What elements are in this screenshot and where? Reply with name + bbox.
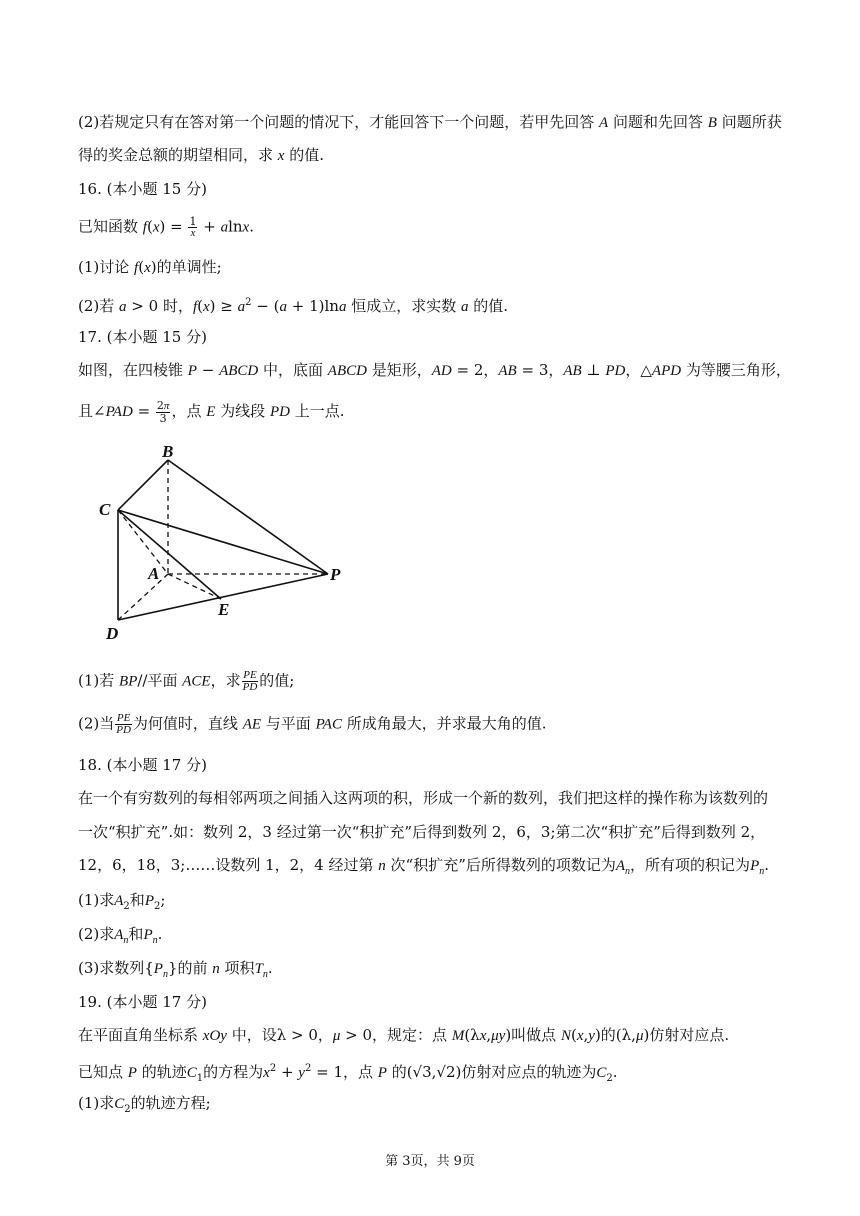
q18-header: 18. (本小题 17 分) [78,756,207,774]
label-P: P [330,565,341,584]
q17-stem-line2: 且∠PAD = $\frac{2\pi}{3}$ ，点 E 为线段 PD 上一点. [78,399,345,425]
page-footer: 第 3页，共 9页 [385,1154,475,1169]
q18-stem-line1: 在一个有穷数列的每相邻两项之间插入这两项的积，形成一个新的数列，我们把这样的操作称为该数列的 [78,789,769,807]
q16-part2: (2)若 a > 0 时，$f(x) \ge a^2 - (a + 1)\ln a$ 恒成立，求实数 a 的值. [78,297,509,315]
fraction: $\frac{PE}{PD}$ [116,712,131,736]
q19-header: 19. (本小题 17 分) [78,993,207,1011]
q15-part2-text-a: (2)若规定只有在答对第一个问题的情况下，才能回答下一个问题，若甲先回答 [78,113,600,131]
label-C: C [99,500,111,519]
q17-header: 17. (本小题 15 分) [78,328,207,346]
q18-part2: (2)求$A_n$和$P_n$. [78,925,163,946]
q16-header: 16. (本小题 15 分) [78,180,207,198]
q18-stem-line3: 12，6，18，3;……设数列 1，2，4 经过第 n 次“积扩充”后所得数列的项数记为$A_n$，所有项的积记为$P_n$. [78,856,770,877]
q15-part2-line1: (2)若规定只有在答对第一个问题的情况下，才能回答下一个问题，若甲先回答 A 问题和先回答 B 问题所获 [78,113,782,131]
q19-stem-line2: 已知点 P 的轨迹$C_1$的方程为$x^2 + y^2 = 1$，点 P 的(√3,√2)仿射对应点的轨迹为$C_2$. [78,1063,618,1084]
q18-stem-line2: 一次“积扩充”.如：数列 2，3 经过第一次“积扩充”后得到数列 2，6，3;第二次“积扩充”后得到数列 2， [78,823,766,841]
q16-stem: 已知函数 f(x) = $\frac{1}{x}$ + alnx. [78,215,254,239]
label-D: D [106,624,119,643]
fraction: $\frac{1}{x}$ [189,215,197,239]
label-E: E [218,600,230,619]
q17-part2: (2)当 $\frac{PE}{PD}$ 为何值时，直线 AE 与平面 PAC 所成角最大，并求最大角的值. [78,712,547,736]
q19-part1: (1)求$C_2$的轨迹方程; [78,1094,211,1115]
q17-stem-line1: 如图，在四棱锥 P − ABCD 中，底面 ABCD 是矩形，AD = 2，AB = 3，AB ⊥ PD，△APD 为等腰三角形， [78,361,791,379]
label-A: A [148,564,160,583]
pyramid-figure [96,437,356,647]
q18-part1: (1)求$A_2$和$P_2$; [78,891,166,912]
q18-part3: (3)求数列$\{P_n\}$的前 n 项积$T_n$. [78,959,273,980]
label-B: B [162,442,174,461]
q15-part2-line2: 得的奖金总额的期望相同，求 x 的值. [78,146,324,164]
q17-part1: (1)若 BP//平面 ACE，求 $\frac{PE}{PD}$ 的值; [78,669,295,693]
q19-stem-line1: 在平面直角坐标系 xOy 中，设λ > 0，μ > 0，规定：点 M(λx,μy)叫做点 N(x,y)的(λ,μ)仿射对应点. [78,1026,730,1044]
q16-part1: (1)讨论 f(x)的单调性; [78,258,222,276]
fraction: $\frac{2\pi}{3}$ [156,399,170,425]
fraction: $\frac{PE}{PD}$ [242,669,258,693]
